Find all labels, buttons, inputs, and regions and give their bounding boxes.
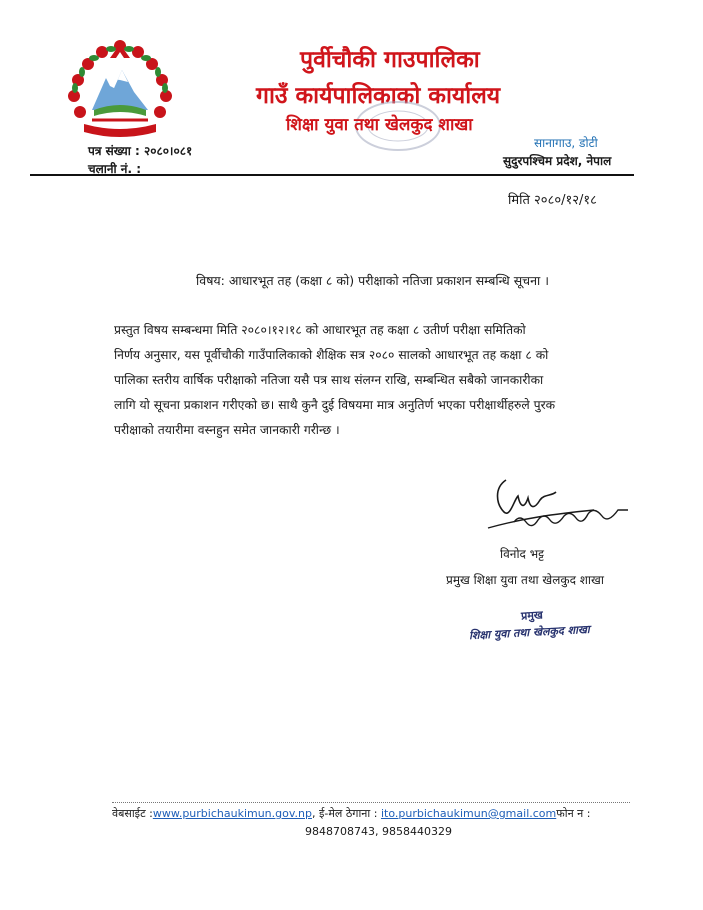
office-name: गाउँ कार्यपालिकाको कार्यालय	[256, 83, 501, 109]
phone-numbers: 9848708743, 9858440329	[305, 825, 452, 838]
signatory-title: प्रमुख शिक्षा युवा तथा खेलकुद शाखा	[446, 573, 604, 587]
website-link[interactable]: www.purbichaukimun.gov.np	[152, 807, 312, 820]
official-stamp-line-1: प्रमुख	[520, 608, 544, 623]
email-link[interactable]: ito.purbichaukimun@gmail.com	[380, 807, 557, 820]
body-line: प्रस्तुत विषय सम्बन्धमा मिति २०८०।१२।१८ को आधारभूत तह कक्षा ८ उतीर्ण परीक्षा समितिको	[114, 323, 526, 337]
website-label: वेबसाईट :	[112, 807, 153, 820]
nepal-emblem-logo	[62, 36, 178, 140]
dispatch-number: चलानी नं. :	[88, 162, 142, 176]
address-line-1: सानागाउ, डोटी	[534, 136, 598, 150]
municipality-name: पुर्वीचौकी गाउपालिका	[300, 47, 480, 73]
reference-number: पत्र संख्या : २०८०।०८१	[88, 144, 193, 158]
address-line-2: सुदुरपश्चिम प्रदेश, नेपाल	[503, 154, 612, 168]
email-label: , ई-मेल ठेगाना :	[311, 807, 378, 820]
signatory-name: विनोद भट्ट	[500, 547, 545, 561]
letter-date: मिति २०८०/१२/१८	[508, 193, 597, 208]
header-divider	[30, 174, 634, 176]
handwritten-signature	[484, 470, 634, 540]
body-line: लागि यो सूचना प्रकाशन गरीएको छ। साथै कुनै दुई विषयमा मात्र अनुतिर्ण भएका परीक्षार्थीहरुले पुरक	[114, 398, 556, 412]
body-line: परीक्षाको तयारीमा वस्नहुन समेत जानकारी गरीन्छ ।	[114, 423, 340, 437]
body-line: निर्णय अनुसार, यस पूर्वीचौकी गाउँपालिकाको शैक्षिक सत्र २०८० सालको आधारभूत तह कक्षा ८ को	[114, 348, 549, 362]
phone-label: फोन न :	[556, 807, 591, 820]
letter-subject: विषय: आधारभूत तह (कक्षा ८ को) परीक्षाको नतिजा प्रकाशन सम्बन्धि सूचना ।	[196, 273, 549, 288]
official-stamp-line-2: शिक्षा युवा तथा खेलकुद शाखा	[468, 622, 591, 643]
section-name: शिक्षा युवा तथा खेलकुद शाखा	[286, 115, 473, 135]
body-line: पालिका स्तरीय वार्षिक परीक्षाको नतिजा यसै पत्र साथ संलग्न राखि, सम्बन्धित सबैको जानकारीका	[114, 373, 544, 387]
footer-contact-line	[112, 806, 591, 821]
footer-divider	[112, 802, 630, 803]
